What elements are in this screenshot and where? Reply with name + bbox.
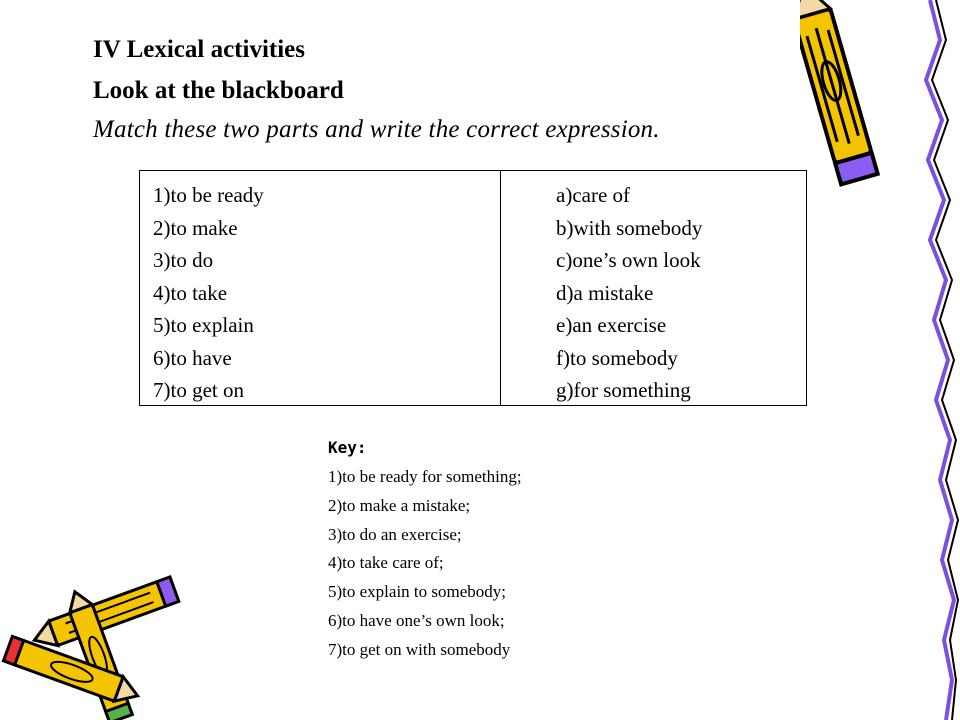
right-column [501, 171, 806, 405]
answer-key [328, 437, 522, 665]
heading-lexical-activities: IV Lexical activities [93, 36, 305, 63]
right-item: g)for something [556, 378, 691, 402]
key-line: 2)to make a mistake; [328, 495, 471, 515]
right-item: b)with somebody [556, 215, 703, 240]
key-line: 7)to get on with somebody [328, 639, 511, 659]
instruction-text: Match these two parts and write the correct expression. [93, 116, 660, 143]
key-line: 6)to have one’s own look; [328, 610, 505, 630]
right-item: a)care of [556, 183, 631, 207]
key-lines [328, 463, 522, 665]
right-item: e)an exercise [556, 313, 667, 337]
key-line: 4)to take care of; [328, 553, 444, 573]
matching-table [139, 170, 807, 406]
left-item: 3)to do [153, 248, 214, 272]
left-column [140, 171, 501, 405]
right-item: c)one’s own look [556, 248, 701, 272]
right-item: d)a mistake [556, 280, 654, 305]
left-item: 1)to be ready [153, 183, 264, 207]
heading-look-at-blackboard: Look at the blackboard [93, 77, 344, 104]
pencil-icon [800, 0, 880, 230]
squiggle-line-icon [900, 0, 960, 720]
key-title: Key: [328, 438, 367, 457]
key-line: 5)to explain to somebody; [328, 582, 507, 602]
left-item: 4)to take [153, 280, 228, 305]
pencils-cluster-icon [0, 575, 200, 720]
key-line: 3)to do an exercise; [328, 524, 462, 544]
left-item: 5)to explain [153, 313, 254, 337]
left-item: 2)to make [153, 215, 238, 240]
left-item: 6)to have [153, 345, 232, 370]
right-item: f)to somebody [556, 345, 678, 370]
left-item: 7)to get on [153, 378, 244, 402]
key-line: 1)to be ready for something; [328, 467, 522, 486]
